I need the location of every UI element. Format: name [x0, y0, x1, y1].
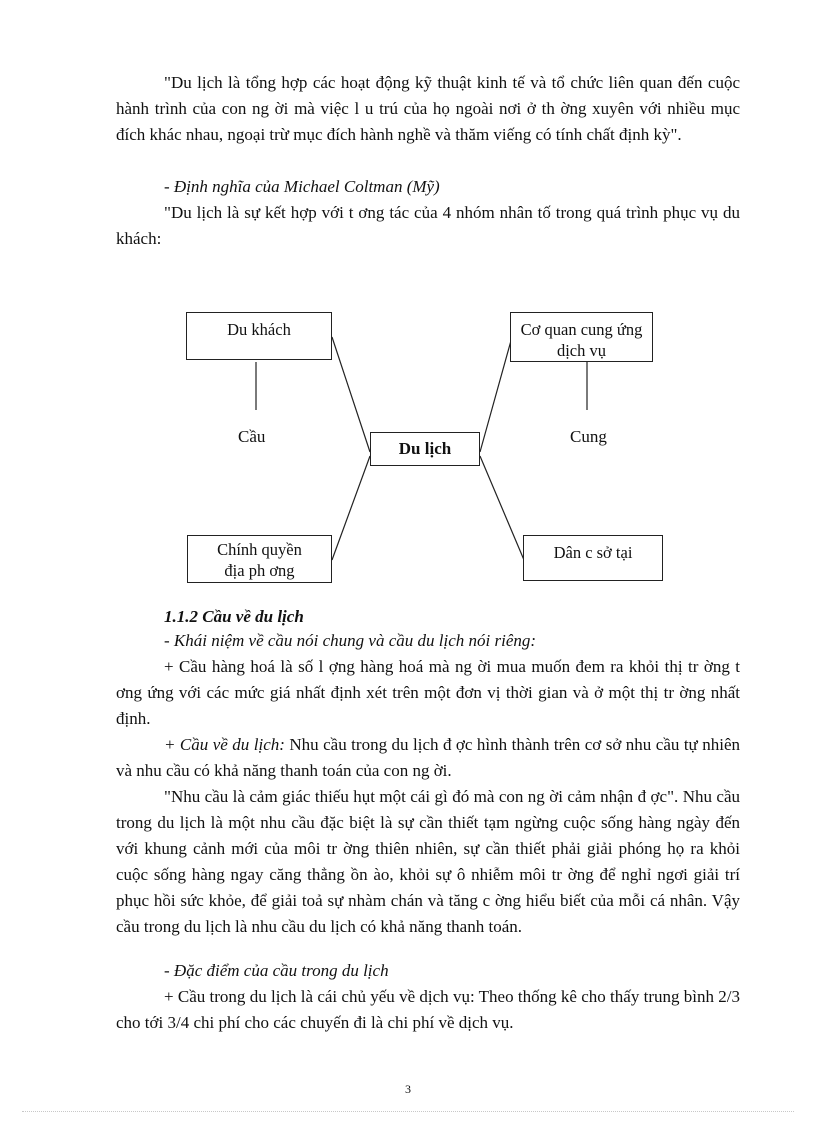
label-cau: Cầu	[238, 427, 266, 446]
node-du-lich-label: Du lịch	[398, 439, 452, 458]
node-chinh-quyen-label-2: địa ph ơng	[224, 561, 295, 580]
node-chinh-quyen-label-1: Chính quyền	[217, 540, 302, 559]
paragraph-characteristics-intro: - Đặc điểm của cầu trong du lịch	[164, 961, 389, 980]
node-dan-cu-so-tai	[523, 535, 663, 581]
tourism-demand-text: Nhu cầu trong du lịch đ ợc hình thành trên cơ sở nhu cầu tự nhiên và nhu cầu có khả năng thanh toán của con ng ời.	[116, 735, 740, 780]
label-cung: Cung	[570, 427, 607, 446]
paragraph-definition-2: "Du lịch là sự kết hợp với t ơng tác của 4 nhóm nhân tố trong quá trình phục vụ du khách:	[116, 203, 740, 248]
paragraph-needs: "Nhu cầu là cảm giác thiếu hụt một cái gì đó mà con ng ời cảm nhận đ ợc". Nhu cầu trong du lịch là một nhu cầu đặc biệt là sự cần thiết tạm ngừng cuộc sống hàng ngày đến với khung cảnh mới của môi tr ờng thiên nhiên, sự cần thiết phải giải phóng họ ra khỏi cuộc sống hàng ngay căng thẳng ồn ào, khỏi sự ô nhiễm môi tr ờng để nghỉ ngơi giải trí phục hồi sức khỏe, để giải toả sự nhàm chán và tăng c ờng hiểu biết của mỗi cá nhân. Vậy cầu trong du lịch là nhu cầu du lịch có khả năng thanh toán.	[116, 787, 740, 936]
node-du-lich-center	[370, 432, 480, 466]
paragraph-concept-intro: - Khái niệm về cầu nói chung và cầu du lịch nói riêng:	[164, 631, 537, 650]
node-chinh-quyen	[187, 535, 332, 583]
paragraph-services: + Cầu trong du lịch là cái chủ yếu về dịch vụ: Theo thống kê cho thấy trung bình 2/3 cho tới 3/4 chi phí cho các chuyến đi là chi phí về dịch vụ.	[116, 987, 740, 1032]
tourism-demand-lead: + Cầu về du lịch:	[164, 735, 285, 754]
node-co-quan-label-2: dịch vụ	[556, 341, 607, 360]
section-heading: 1.1.2 Cầu về du lịch	[164, 607, 304, 626]
node-du-khach-label: Du khách	[227, 320, 291, 339]
paragraph-tourism-demand	[116, 732, 740, 784]
node-du-khach	[186, 312, 332, 360]
node-co-quan-label-1: Cơ quan cung ứng	[520, 320, 643, 339]
page-number: 3	[405, 1082, 411, 1096]
paragraph-coltman-attribution: - Định nghĩa của Michael Coltman (Mỹ)	[164, 177, 440, 196]
node-dan-cu-label: Dân c sở tại	[553, 543, 633, 562]
paragraph-goods-demand: + Cầu hàng hoá là số l ợng hàng hoá mà ng ời mua muốn đem ra khỏi thị tr ờng t ơng ứng với các mức giá nhất định xét trên một đơn vị thời gian và ở một thị tr ờng nhất định.	[116, 657, 740, 728]
paragraph-definition-1: "Du lịch là tổng hợp các hoạt động kỹ thuật kinh tế và tổ chức liên quan đến cuộc hành trình của con ng ời mà việc l u trú của họ ngoài nơi ở th ờng xuyên với nhiều mục đích khác nhau, ngoại trừ mục đích hành nghề và thăm viếng có tính chất định kỳ".	[116, 73, 740, 144]
footer-divider	[22, 1111, 794, 1112]
node-co-quan-cung-ung	[510, 312, 653, 362]
